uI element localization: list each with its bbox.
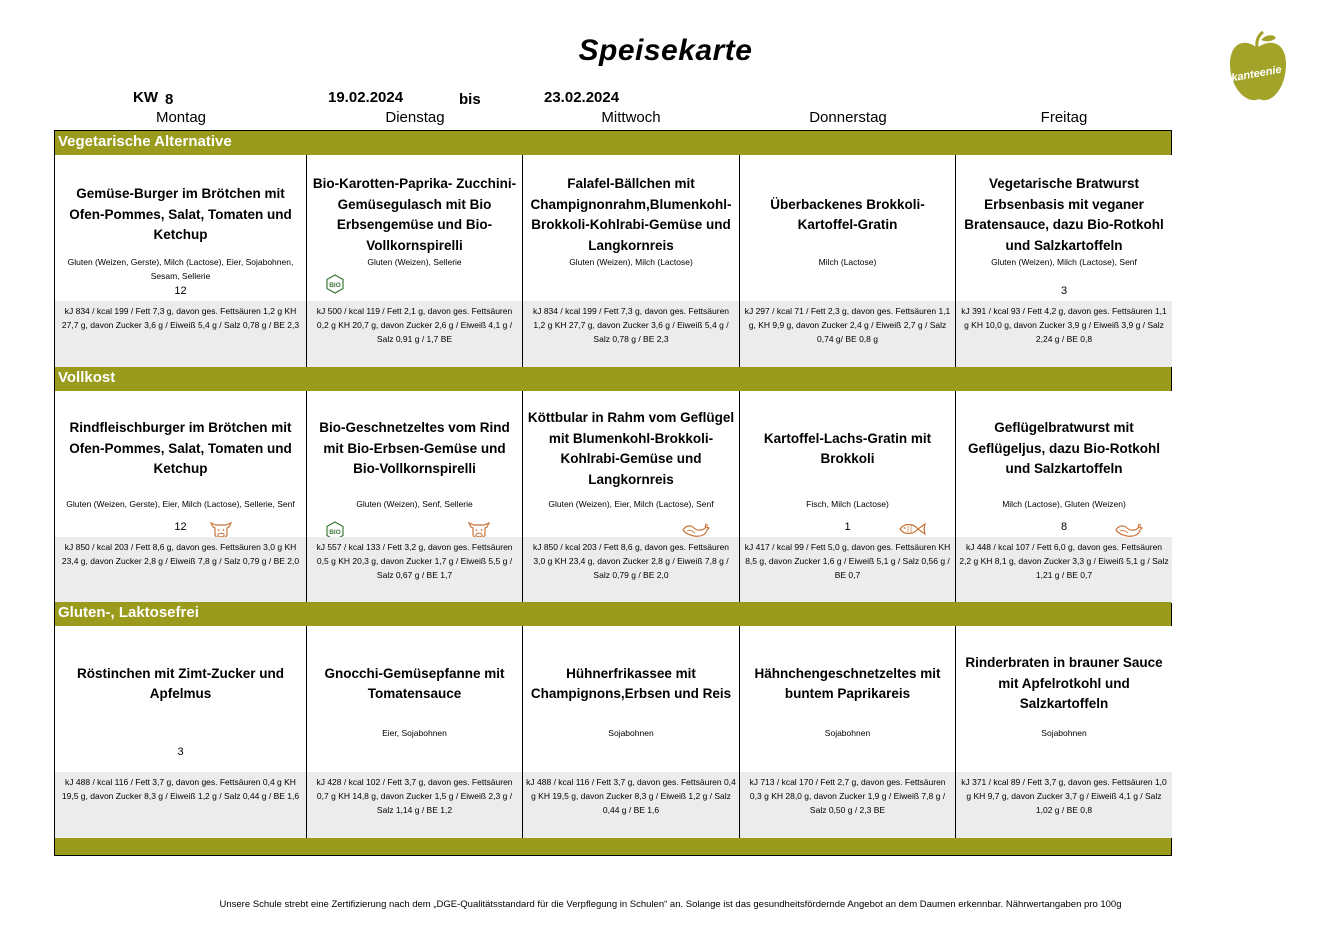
svg-text:BIO: BIO	[329, 282, 341, 289]
dish-name: Geflügelbratwurst mit Geflügeljus, dazu Bio-Rotkohl und Salzkartoffeln	[968, 420, 1160, 477]
dish-name: Falafel-Bällchen mit Champignonrahm,Blumenkohl-Brokkoli-Kohlrabi-Gemüse und Langkornreis	[530, 176, 732, 253]
allergens: Gluten (Weizen), Milch (Lactose)	[569, 257, 693, 267]
allergens: Milch (Lactose)	[818, 257, 877, 267]
page-title: Speisekarte	[578, 34, 753, 67]
allergens: Eier, Sojabohnen	[382, 728, 447, 738]
additive-number: 3	[1060, 285, 1068, 297]
bottom-band	[55, 838, 1171, 855]
nutrition-info: kJ 417 / kcal 99 / Fett 5,0 g, davon ges. Fettsäuren KH 8,5 g, davon Zucker 1,6 g / Eiweiß 5,1 g / Salz 0,56 g / BE 0,7	[740, 537, 955, 603]
kanteenie-logo	[1226, 30, 1288, 106]
additive-number: 3	[177, 746, 184, 758]
section-header: Gluten-, Laktosefrei	[55, 602, 1171, 626]
logo-text: kanteenie	[1230, 63, 1283, 85]
menu-cell	[55, 391, 307, 603]
menu-cell	[523, 155, 740, 367]
additive-number: 12	[174, 285, 187, 297]
additive-number: 1	[844, 521, 851, 533]
dish-name: Überbackenes Brokkoli-Kartoffel-Gratin	[770, 196, 925, 232]
day-header-dienstag: Dienstag	[385, 109, 445, 126]
menu-cell	[740, 155, 956, 367]
allergens: Gluten (Weizen), Senf, Sellerie	[356, 499, 473, 509]
nutrition-info: kJ 448 / kcal 107 / Fett 6,0 g, davon ges. Fettsäuren 2,2 g KH 8,1 g, davon Zucker 3,3 g / Eiweiß 5,1 g / Salz 1,21 g / BE 0,7	[956, 537, 1172, 603]
nutrition-info: kJ 488 / kcal 116 / Fett 3,7 g, davon ges. Fettsäuren 0,4 g KH 19,5 g, davon Zucker 8,3 g / Eiweiß 1,2 g / Salz 0,44 g / BE 1,6	[523, 772, 739, 838]
additive-number: 8	[1060, 521, 1068, 533]
nutrition-info: kJ 297 / kcal 71 / Fett 2,3 g, davon ges. Fettsäuren 1,1 g, KH 9,9 g, davon Zucker 2,4 g / Eiweiß 2,7 g / Salz 0,74 g/ BE 0,8 g	[740, 301, 955, 367]
nutrition-info: kJ 834 / kcal 199 / Fett 7,3 g, davon ges. Fettsäuren 1,2 g KH 27,7 g, davon Zucker 3,6 g / Eiweiß 5,4 g / Salz 0,78 g / BE 2,3	[55, 301, 306, 367]
footer-note: Unsere Schule strebt eine Zertifizierung nach dem „DGE-Qualitätsstandard für die Verpflegung in Schulen“ an. Solange ist das gesundheitsfördernde Angebot an dem Daumen erkennbar. Nährwertangaben pro 100g	[219, 899, 1122, 910]
dish-name: Hühnerfrikassee mit Champignons,Erbsen und Reis	[530, 665, 732, 701]
dish-name: Gemüse-Burger im Brötchen mit Ofen-Pommes, Salat, Tomaten und Ketchup	[69, 186, 292, 243]
dish-name: Röstinchen mit Zimt-Zucker und Apfelmus	[76, 665, 284, 701]
dish-name: Bio-Karotten-Paprika- Zucchini-Gemüsegulasch mit Bio Erbsengemüse und Bio-Vollkornspirelli	[312, 176, 517, 253]
kw-label: KW	[133, 89, 158, 106]
menu-cell	[55, 626, 307, 838]
dish-name: Rinderbraten in brauner Sauce mit Apfelrotkohl und Salzkartoffeln	[965, 655, 1163, 712]
menu-cell	[55, 155, 307, 367]
menu-cell	[956, 155, 1172, 367]
nutrition-info: kJ 428 / kcal 102 / Fett 3,7 g, davon ges. Fettsäuren 0,7 g KH 14,8 g, davon Zucker 1,5 g / Eiweiß 2,3 g / Salz 1,14 g / BE 1,2	[307, 772, 522, 838]
nutrition-info: kJ 500 / kcal 119 / Fett 2,1 g, davon ges. Fettsäuren 0,2 g KH 20,7 g, davon Zucker 2,6 g / Eiweiß 4,1 g / Salz 0,91 g / 1,7 BE	[307, 301, 522, 367]
svg-text:BIO: BIO	[329, 529, 341, 536]
date-to-label: bis	[459, 91, 481, 108]
day-header-montag: Montag	[155, 109, 207, 126]
day-header-donnerstag: Donnerstag	[809, 109, 887, 126]
allergens: Gluten (Weizen, Gerste), Milch (Lactose), Eier, Sojabohnen, Sesam, Sellerie	[67, 257, 294, 281]
bio-icon	[325, 274, 345, 299]
menu-cell	[956, 391, 1172, 603]
menu-cell	[740, 391, 956, 603]
nutrition-info: kJ 557 / kcal 133 / Fett 3,2 g, davon ges. Fettsäuren 0,5 g KH 20,3 g, davon Zucker 1,7 g / Eiweiß 5,5 g / Salz 0,67 g / BE 1,7	[307, 537, 522, 603]
kw-value: 8	[165, 91, 174, 108]
section-header: Vegetarische Alternative	[55, 131, 1171, 155]
allergens: Sojabohnen	[1041, 728, 1087, 738]
dish-name: Hähnchengeschnetzeltes mit buntem Paprikareis	[754, 665, 941, 701]
dish-name: Köttbular in Rahm vom Geflügel mit Blumenkohl-Brokkoli-Kohlrabi-Gemüse und Langkornreis	[527, 410, 735, 487]
dish-name: Vegetarische Bratwurst Erbsenbasis mit veganer Bratensauce, dazu Bio-Rotkohl und Salzkartoffeln	[964, 176, 1164, 253]
menu-cell	[740, 626, 956, 838]
allergens: Sojabohnen	[824, 728, 871, 738]
nutrition-info: kJ 850 / kcal 203 / Fett 8,6 g, davon ges. Fettsäuren 3,0 g KH 23,4 g, davon Zucker 2,8 g / Eiweiß 7,8 g / Salz 0,79 g / BE 2,0	[55, 537, 306, 603]
section-header: Vollkost	[55, 367, 1171, 391]
menu-cell	[307, 391, 523, 603]
nutrition-info: kJ 850 / kcal 203 / Fett 8,6 g, davon ges. Fettsäuren 3,0 g KH 23,4 g, davon Zucker 2,8 g / Eiweiß 7,8 g / Salz 0,79 g / BE 2,0	[523, 537, 739, 603]
allergens: Gluten (Weizen), Sellerie	[367, 257, 462, 267]
menu-cell	[956, 626, 1172, 838]
date-from: 19.02.2024	[328, 89, 404, 106]
day-header-freitag: Freitag	[1040, 109, 1088, 126]
allergens: Gluten (Weizen, Gerste), Eier, Milch (Lactose), Sellerie, Senf	[66, 499, 295, 509]
additive-number: 12	[174, 521, 187, 533]
nutrition-info: kJ 391 / kcal 93 / Fett 4,2 g, davon ges. Fettsäuren 1,1 g KH 10,0 g, davon Zucker 3,9 g / Eiweiß 3,9 g / Salz 2,24 g / BE 0,8	[956, 301, 1172, 367]
nutrition-info: kJ 488 / kcal 116 / Fett 3,7 g, davon ges. Fettsäuren 0,4 g KH 19,5 g, davon Zucker 8,3 g / Eiweiß 1,2 g / Salz 0,44 g / BE 1,6	[55, 772, 306, 838]
dish-name: Gnocchi-Gemüsepfanne mit Tomatensauce	[324, 665, 505, 701]
menu-grid	[54, 130, 1172, 856]
menu-cell	[307, 626, 523, 838]
menu-cell	[307, 155, 523, 367]
allergens: Fisch, Milch (Lactose)	[806, 499, 889, 509]
nutrition-info: kJ 713 / kcal 170 / Fett 2,7 g, davon ges. Fettsäuren 0,3 g KH 28,0 g, davon Zucker 1,9 g / Eiweiß 7,8 g / Salz 0,50 g / 2,3 BE	[740, 772, 955, 838]
dish-name: Bio-Geschnetzeltes vom Rind mit Bio-Erbsen-Gemüse und Bio-Vollkornspirelli	[319, 420, 510, 477]
menu-cell	[523, 391, 740, 603]
menu-cell	[523, 626, 740, 838]
date-to: 23.02.2024	[544, 89, 620, 106]
nutrition-info: kJ 834 / kcal 199 / Fett 7,3 g, davon ges. Fettsäuren 1,2 g KH 27,7 g, davon Zucker 3,6 g / Eiweiß 5,4 g / Salz 0,78 g / BE 2,3	[523, 301, 739, 367]
nutrition-info: kJ 371 / kcal 89 / Fett 3,7 g, davon ges. Fettsäuren 1,0 g KH 9,7 g, davon Zucker 3,7 g / Eiweiß 4,1 g / Salz 1,02 g / BE 0,8	[956, 772, 1172, 838]
day-header-mittwoch: Mittwoch	[601, 109, 661, 126]
allergens: Milch (Lactose), Gluten (Weizen)	[1002, 499, 1126, 509]
allergens: Gluten (Weizen), Eier, Milch (Lactose), Senf	[548, 499, 714, 509]
dish-name: Kartoffel-Lachs-Gratin mit Brokkoli	[763, 430, 932, 466]
dish-name: Rindfleischburger im Brötchen mit Ofen-Pommes, Salat, Tomaten und Ketchup	[69, 420, 292, 477]
allergens: Gluten (Weizen), Milch (Lactose), Senf	[991, 257, 1137, 267]
allergens: Sojabohnen	[608, 728, 654, 738]
